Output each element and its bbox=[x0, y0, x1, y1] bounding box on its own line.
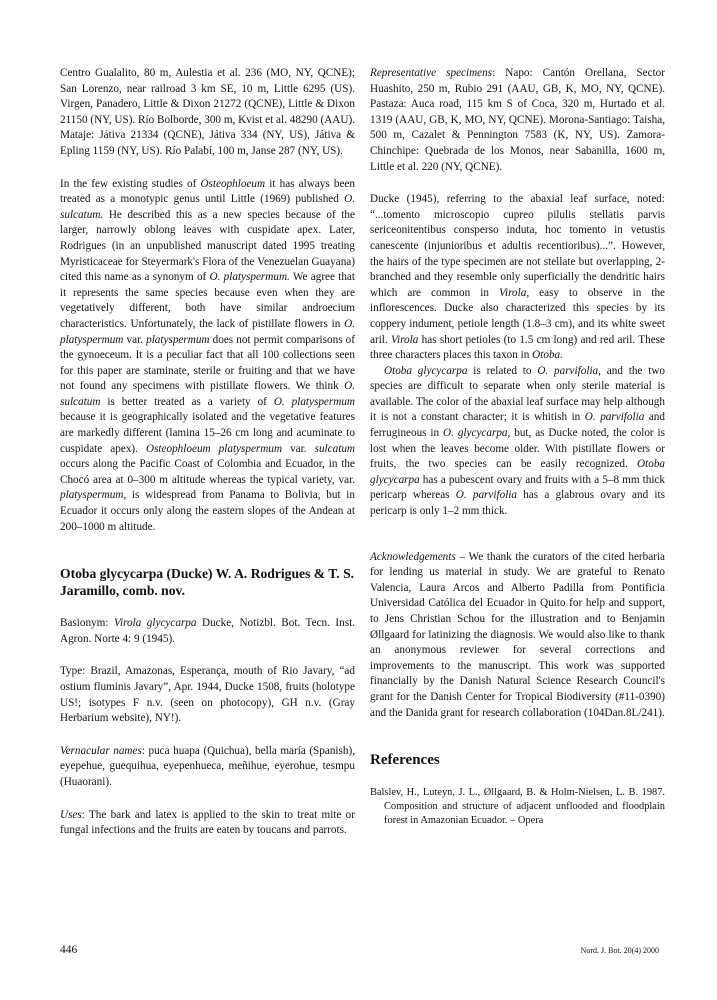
left-column bbox=[60, 66, 355, 839]
journal-citation: Nord. J. Bot. 20(4) 2000 bbox=[580, 946, 659, 955]
species-heading: Otoba glycycarpa (Ducke) W. A. Rodrigues & T. S. Jaramillo, comb. nov. bbox=[60, 566, 355, 599]
specimen-list-paragraph: Centro Gualalito, 80 m, Aulestia et al. 236 (MO, NY, QCNE); San Lorenzo, near railroad 3 km SE, 10 m, Little 6295 (US). Virgen, Panadero, Little & Dixon 21272 (QCNE), Little & Dixon 21150 (NY, US). Río Bolborde, 300 m, Kvist et al. 48290 (AAU). Mataje: Játiva 21334 (QCNE), Játiva 334 (NY, US), Játiva & Epling 1159 (NY, US). Río Palabí, 100 m, Janse 287 (NY, US). bbox=[60, 67, 355, 157]
acknowledgements-paragraph: Acknowledgements – We thank the curators of the cited herbaria for lending us material in study. We are grateful to Renato Valencia, Laura Arcos and Alberto Padilla from Pontificia Universidad Católica del Ecuador in Quito for help and support, to Jens Christian Schou for the illustration and to Benjamin Øllgaard for latinizing the diagnosis. We would also like to thank an anonymous reviewer for several corrections and improvements to the manuscript. This work was supported financially by the Danish Natural Science Research Council's grant for the Danish Center for Tropical Biodiversity (#11-0390) and the Danida grant for research collaboration (104Dan.8L/241). bbox=[370, 550, 665, 719]
basionym-paragraph: Basionym: Virola glycycarpa Ducke, Notizbl. Bot. Tecn. Inst. Agron. Norte 4: 9 (1945). bbox=[60, 617, 355, 645]
discussion-osteophloeum-paragraph: In the few existing studies of Osteophloeum it has always been treated as a monotypic genus until Little (1969) published O. sulcatum. He described this as a new species because of the larger, narrowly oblong leaves with cuspidate apex. Later, Rodrigues (in an unpublished manuscript dated 1995 treating Myristicaceae for Steyermark's Flora of the Venezuelan Guayana) cited this name as a synonym of O. platyspermum. We agree that it represents the same species because even when they are vegetatively different, both have similar androecium characteristics. Unfortunately, the lack of pistillate flowers in O. platyspermum var. platyspermum does not permit comparisons of the gynoeceum. It is a peculiar fact that all 100 collections seen for this paper are staminate, sterile or fruiting and that we have not found any specimens with pistillate flowers. We think O. sulcatum is better treated as a variety of O. platyspermum because it is geographically isolated and the vegetative features are markedly different (lamina 15–26 cm long and acuminate to cuspidate apex). Osteophloeum platyspermum var. sulcatum occurs along the Pacific Coast of Colombia and Ecuador, in the Chocó area at 0–300 m altitude whereas the typical variety, var. platyspermum, is widespread from Panama to Bolivia, but in Ecuador it occurs only along the eastern slopes of the Andean at 200–1000 m altitude. bbox=[60, 177, 355, 533]
uses-paragraph: Uses: The bark and latex is applied to the skin to treat mite or fungal infections and the fruits are eaten by toucans and parrots. bbox=[60, 808, 355, 837]
representative-specimens-paragraph: Representative specimens: Napo: Cantón Orellana, Sector Huashito, 250 m, Rubio 291 (AAU, GB, K, MO, NY, QCNE). Pastaza: Auca road, 115 km S of Coca, 320 m, Hurtado et al. 1319 (AAU, GB, K, MO, NY, QCNE). Morona-Santiago: Taisha, 500 m, Cazalet & Pennington 7583 (K, NY, US). Zamora-Chinchipe: Quebrada de los Monos, near Sabanilla, 1600 m, Little et al. 220 (NY, QCNE). bbox=[370, 67, 666, 173]
references-heading: References bbox=[370, 752, 440, 769]
page-number: 446 bbox=[60, 944, 78, 956]
reference-entry: Balslev, H., Luteyn, J. L., Øllgaard, B. & Holm-Nielsen, L. B. 1987. Composition and structure of adjacent unflooded and floodplain forest in Amazonian Ecuador. – Opera bbox=[370, 787, 665, 827]
ducke-discussion-paragraph: Ducke (1945), referring to the abaxial leaf surface, noted: “...tomento microscopio cupreo pilulis stellatis parvis sericeonitentibus consperso induta, hoc tomento in vetustis canescente (injunioribus et adultis recentioribus)...”. However, the hairs of the type specimen are not stellate but overlapping, 2-branched and they resemble only superficially the dendritic hairs which are common in Virola, easy to observe in the inflorescences. Ducke also characterized this species by its coppery indument, petiole length (1.8–3 cm), and its white sweet aril. Virola has short petioles (to 1.5 cm long) and red aril. These three characters places this taxon in Otoba. bbox=[370, 193, 665, 362]
otoba-comparison-paragraph: Otoba glycycarpa is related to O. parvifolia, and the two species are difficult to separate when only sterile material is available. The color of the abaxial leaf surface may help although it is not a constant character; it is whitish in O. parvifolia and ferrugineous in O. glycycarpa, but, as Ducke noted, the color is lost when the leaves become older. With pistillate flowers or fruits, the two species can be easily recognized. Otoba glycycarpa has a pubescent ovary and fruits with a 5–8 mm thick pericarp whereas O. parvifolia has a glabrous ovary and its pericarp is only 1–2 mm thick. bbox=[370, 364, 665, 518]
vernacular-names-paragraph: Vernacular names: puca huapa (Quichua), bella maría (Spanish), eyepehue, guequihua, eyepenhueca, meñihue, eyerohue, tesmpu (Huaorani). bbox=[60, 744, 355, 788]
right-column bbox=[370, 66, 665, 828]
type-paragraph: Type: Brazil, Amazonas, Esperança, mouth of Rio Javary, “ad ostium fluminis Javary”, Apr. 1944, Ducke 1508, fruits (holotype US!; isotypes F n.v. (seen on photocopy), GH n.v. (Gray Herbarium website), NY!). bbox=[60, 665, 355, 725]
